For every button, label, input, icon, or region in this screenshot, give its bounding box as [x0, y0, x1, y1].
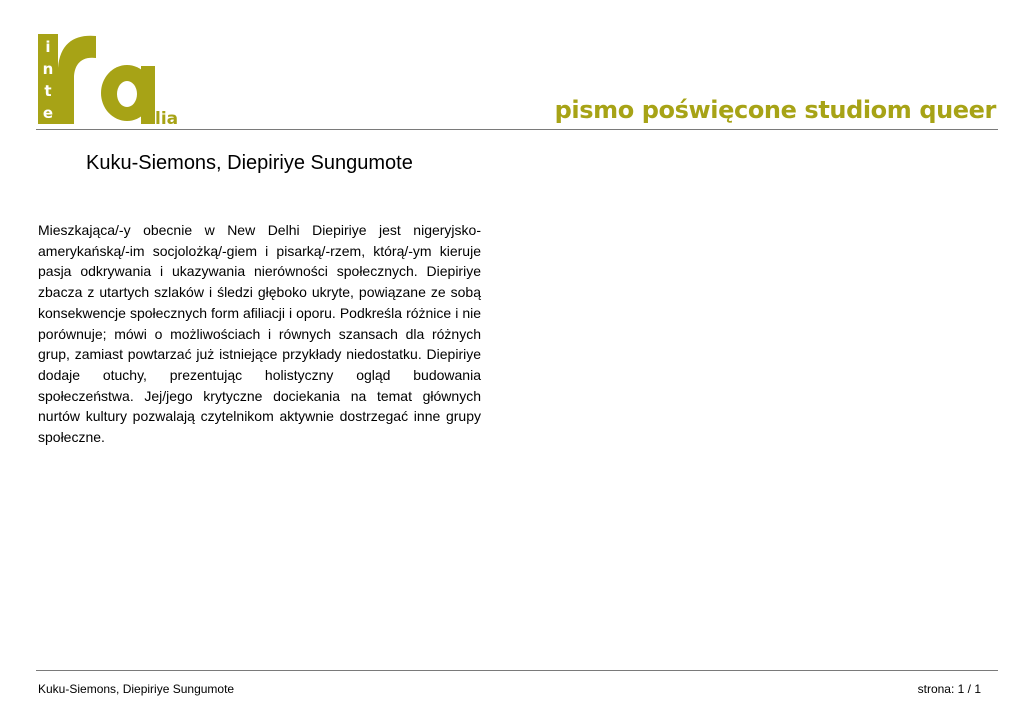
journal-tagline: pismo poświęcone studiom queer — [554, 96, 996, 124]
header-divider — [36, 129, 998, 130]
intera-lia-logo — [36, 28, 186, 128]
article-body: Mieszkająca/-y obecnie w New Delhi Diepiriye jest nigeryjsko-amerykańską/-im socjolożką/-giem i pisarką/-rzem, którą/-ym kieruje pasja odkrywania i ukazywania nierówności społecznych. Diepiriye zbacza z utartych szlaków i śledzi głęboko ukryte, powiązane ze sobą konsekwencje społecznych form afiliacji i oporu. Podkreśla różnice i nie porównuje; mówi o możliwościach i równych szansach dla różnych grup, zamiast powtarzać już istniejące przykłady niedostatku. Diepiriye dodaje otuchy, prezentując holistyczny ogląd budowania społeczeństwa. Jej/jego krytyczne dociekania na temat głównych nurtów kultury pozwalają czytelnikom aktywnie dostrzegać inne grupy społeczne. — [38, 222, 481, 446]
logo-letter-i: i — [45, 38, 51, 56]
logo-letter-e: e — [42, 104, 54, 122]
footer-divider — [36, 670, 998, 671]
logo-letter-t: t — [44, 82, 52, 100]
article-title: Kuku-Siemons, Diepiriye Sungumote — [86, 152, 413, 174]
page-number: strona: 1 / 1 — [917, 682, 981, 696]
logo-suffix: lia — [155, 109, 179, 128]
logo-letter-n: n — [42, 60, 54, 78]
footer-author: Kuku-Siemons, Diepiriye Sungumote — [38, 682, 235, 696]
